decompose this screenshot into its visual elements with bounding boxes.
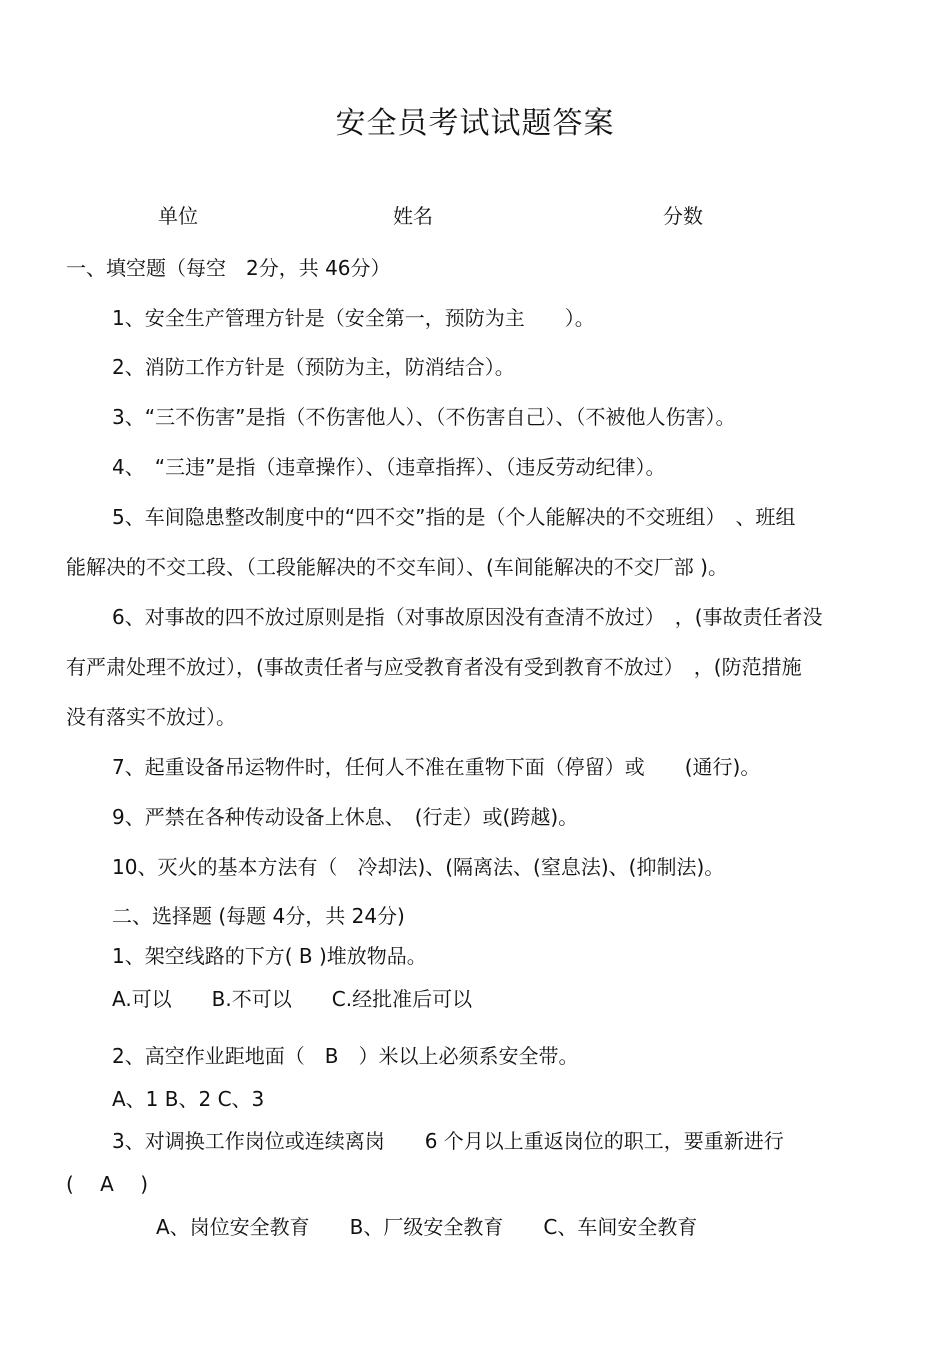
name-label: 姓名: [393, 204, 433, 228]
question-line: 10、灭火的基本方法有（ 冷却法)、(隔离法、(窒息法)、(抑制法)。: [112, 855, 725, 879]
question-line: 2、高空作业距地面（ B ）米以上必须系安全带。: [112, 1044, 579, 1068]
question-line: 1、安全生产管理方针是（安全第一，预防为主 ）。: [112, 306, 595, 330]
section-choice-heading: 二、选择题 (每题 4分，共 24分): [112, 904, 405, 928]
question-line: 2、消防工作方针是（预防为主，防消结合）。: [112, 355, 515, 379]
answer-options: A、岗位安全教育 B、厂级安全教育 C、车间安全教育: [156, 1215, 698, 1239]
question-line: 3、对调换工作岗位或连续离岗 6 个月以上重返岗位的职工，要重新进行: [112, 1129, 784, 1153]
question-line: 7、起重设备吊运物件时，任何人不准在重物下面（停留）或 (通行)。: [112, 755, 761, 779]
question-line: 能解决的不交工段、（工段能解决的不交车间）、(车间能解决的不交厂部 )。: [66, 555, 728, 579]
unit-label: 单位: [158, 204, 198, 228]
question-line: 5、车间隐患整改制度中的“四不交”指的是（个人能解决的不交班组） 、班组: [112, 505, 796, 529]
score-label: 分数: [663, 204, 703, 228]
answer-options: A.可以 B.不可以 C.经批准后可以: [112, 987, 473, 1011]
section-fill-blank-heading: 一、填空题（每空 2分，共 46分）: [66, 256, 391, 280]
question-line: 4、 “三违”是指（违章操作）、（违章指挥）、（违反劳动纪律）。: [112, 455, 666, 479]
question-line: 1、架空线路的下方( B )堆放物品。: [112, 944, 427, 968]
answer-blank: ( A ): [66, 1172, 149, 1196]
question-line: 3、“三不伤害”是指（不伤害他人）、（不伤害自己）、（不被他人伤害）。: [112, 405, 736, 429]
question-line: 6、对事故的四不放过原则是指（对事故原因没有查清不放过） ，(事故责任者没: [112, 605, 823, 629]
question-line: 有严肃处理不放过），(事故责任者与应受教育者没有受到教育不放过） ，(防范措施: [66, 655, 802, 679]
question-line: 没有落实不放过）。: [66, 705, 236, 729]
answer-options: A、1 B、2 C、3: [112, 1087, 265, 1111]
question-line: 9、严禁在各种传动设备上休息、 (行走）或(跨越)。: [112, 805, 579, 829]
document-title: 安全员考试试题答案: [335, 106, 615, 141]
